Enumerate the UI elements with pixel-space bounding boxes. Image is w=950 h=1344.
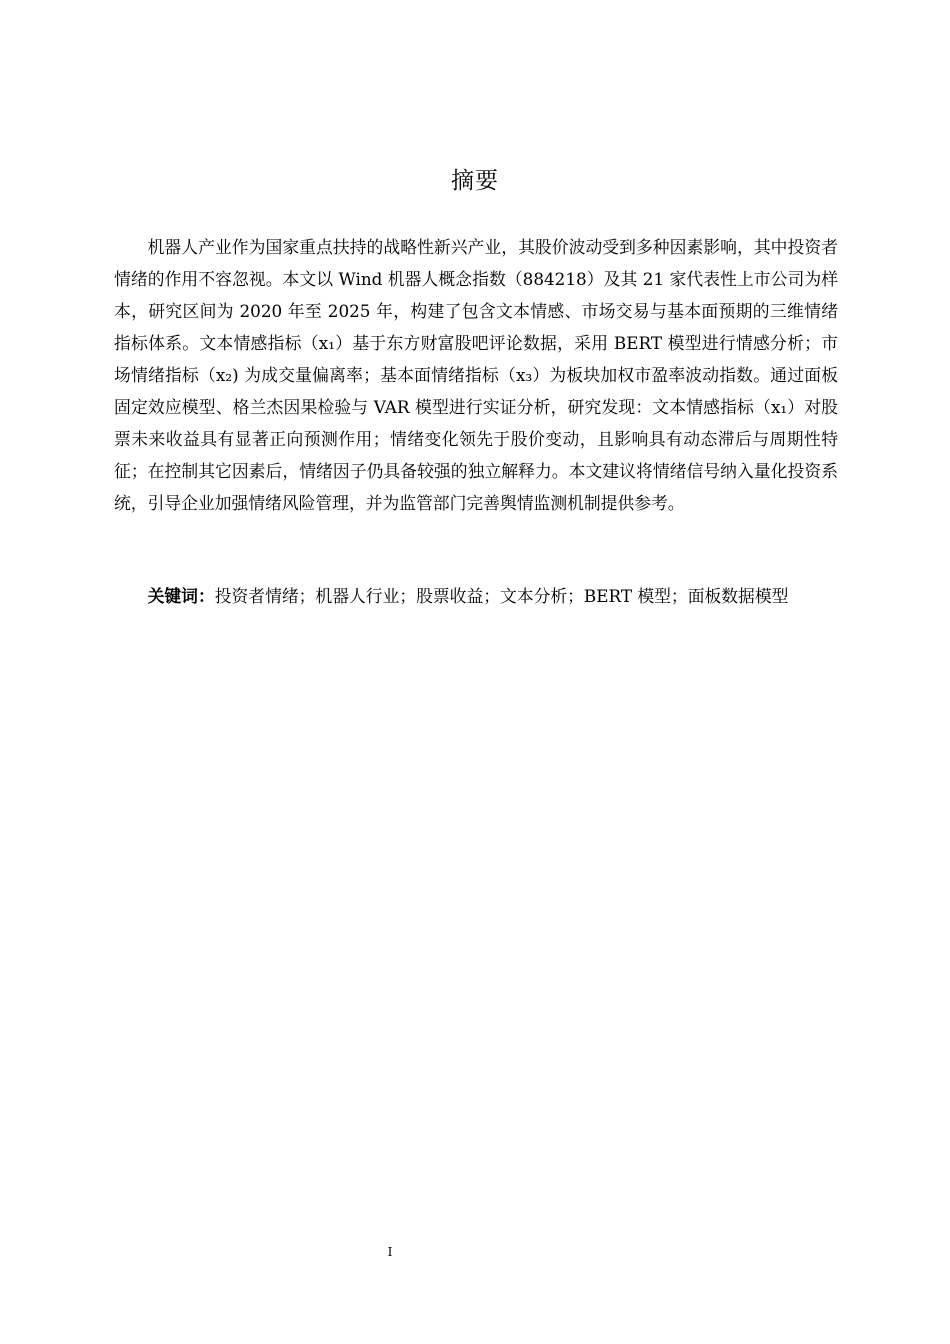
abstract-paragraph: 机器人产业作为国家重点扶持的战略性新兴产业，其股价波动受到多种因素影响，其中投资者情绪的作用不容忽视。本文以 Wind 机器人概念指数（884218）及其 21 家代表性上市公司为样本，研究区间为 2020 年至 2025 年，构建了包含文本情感、市场交易与基本面预期的三维情绪指标体系。文本情感指标（x₁）基于东方财富股吧评论数据，采用 BERT 模型进行情感分析；市场情绪指标（x₂) 为成交量偏离率；基本面情绪指标（x₃）为板块加权市盈率波动指数。通过面板固定效应模型、格兰杰因果检验与 VAR 模型进行实证分析，研究发现：文本情感指标（x₁）对股票未来收益具有显著正向预测作用；情绪变化领先于股价变动，且影响具有动态滞后与周期性特征；在控制其它因素后，情绪因子仍具备较强的独立解释力。本文建议将情绪信号纳入量化投资系统，引导企业加强情绪风险管理，并为监管部门完善舆情监测机制提供参考。 [114, 237, 838, 513]
keywords-label: 关键词： [147, 586, 215, 606]
keywords-paragraph [114, 580, 838, 612]
page-title: 摘要 [451, 168, 499, 194]
page-number: I [387, 1245, 393, 1259]
keywords-list: 投资者情绪；机器人行业；股票收益；文本分析；BERT 模型；面板数据模型 [214, 586, 789, 606]
